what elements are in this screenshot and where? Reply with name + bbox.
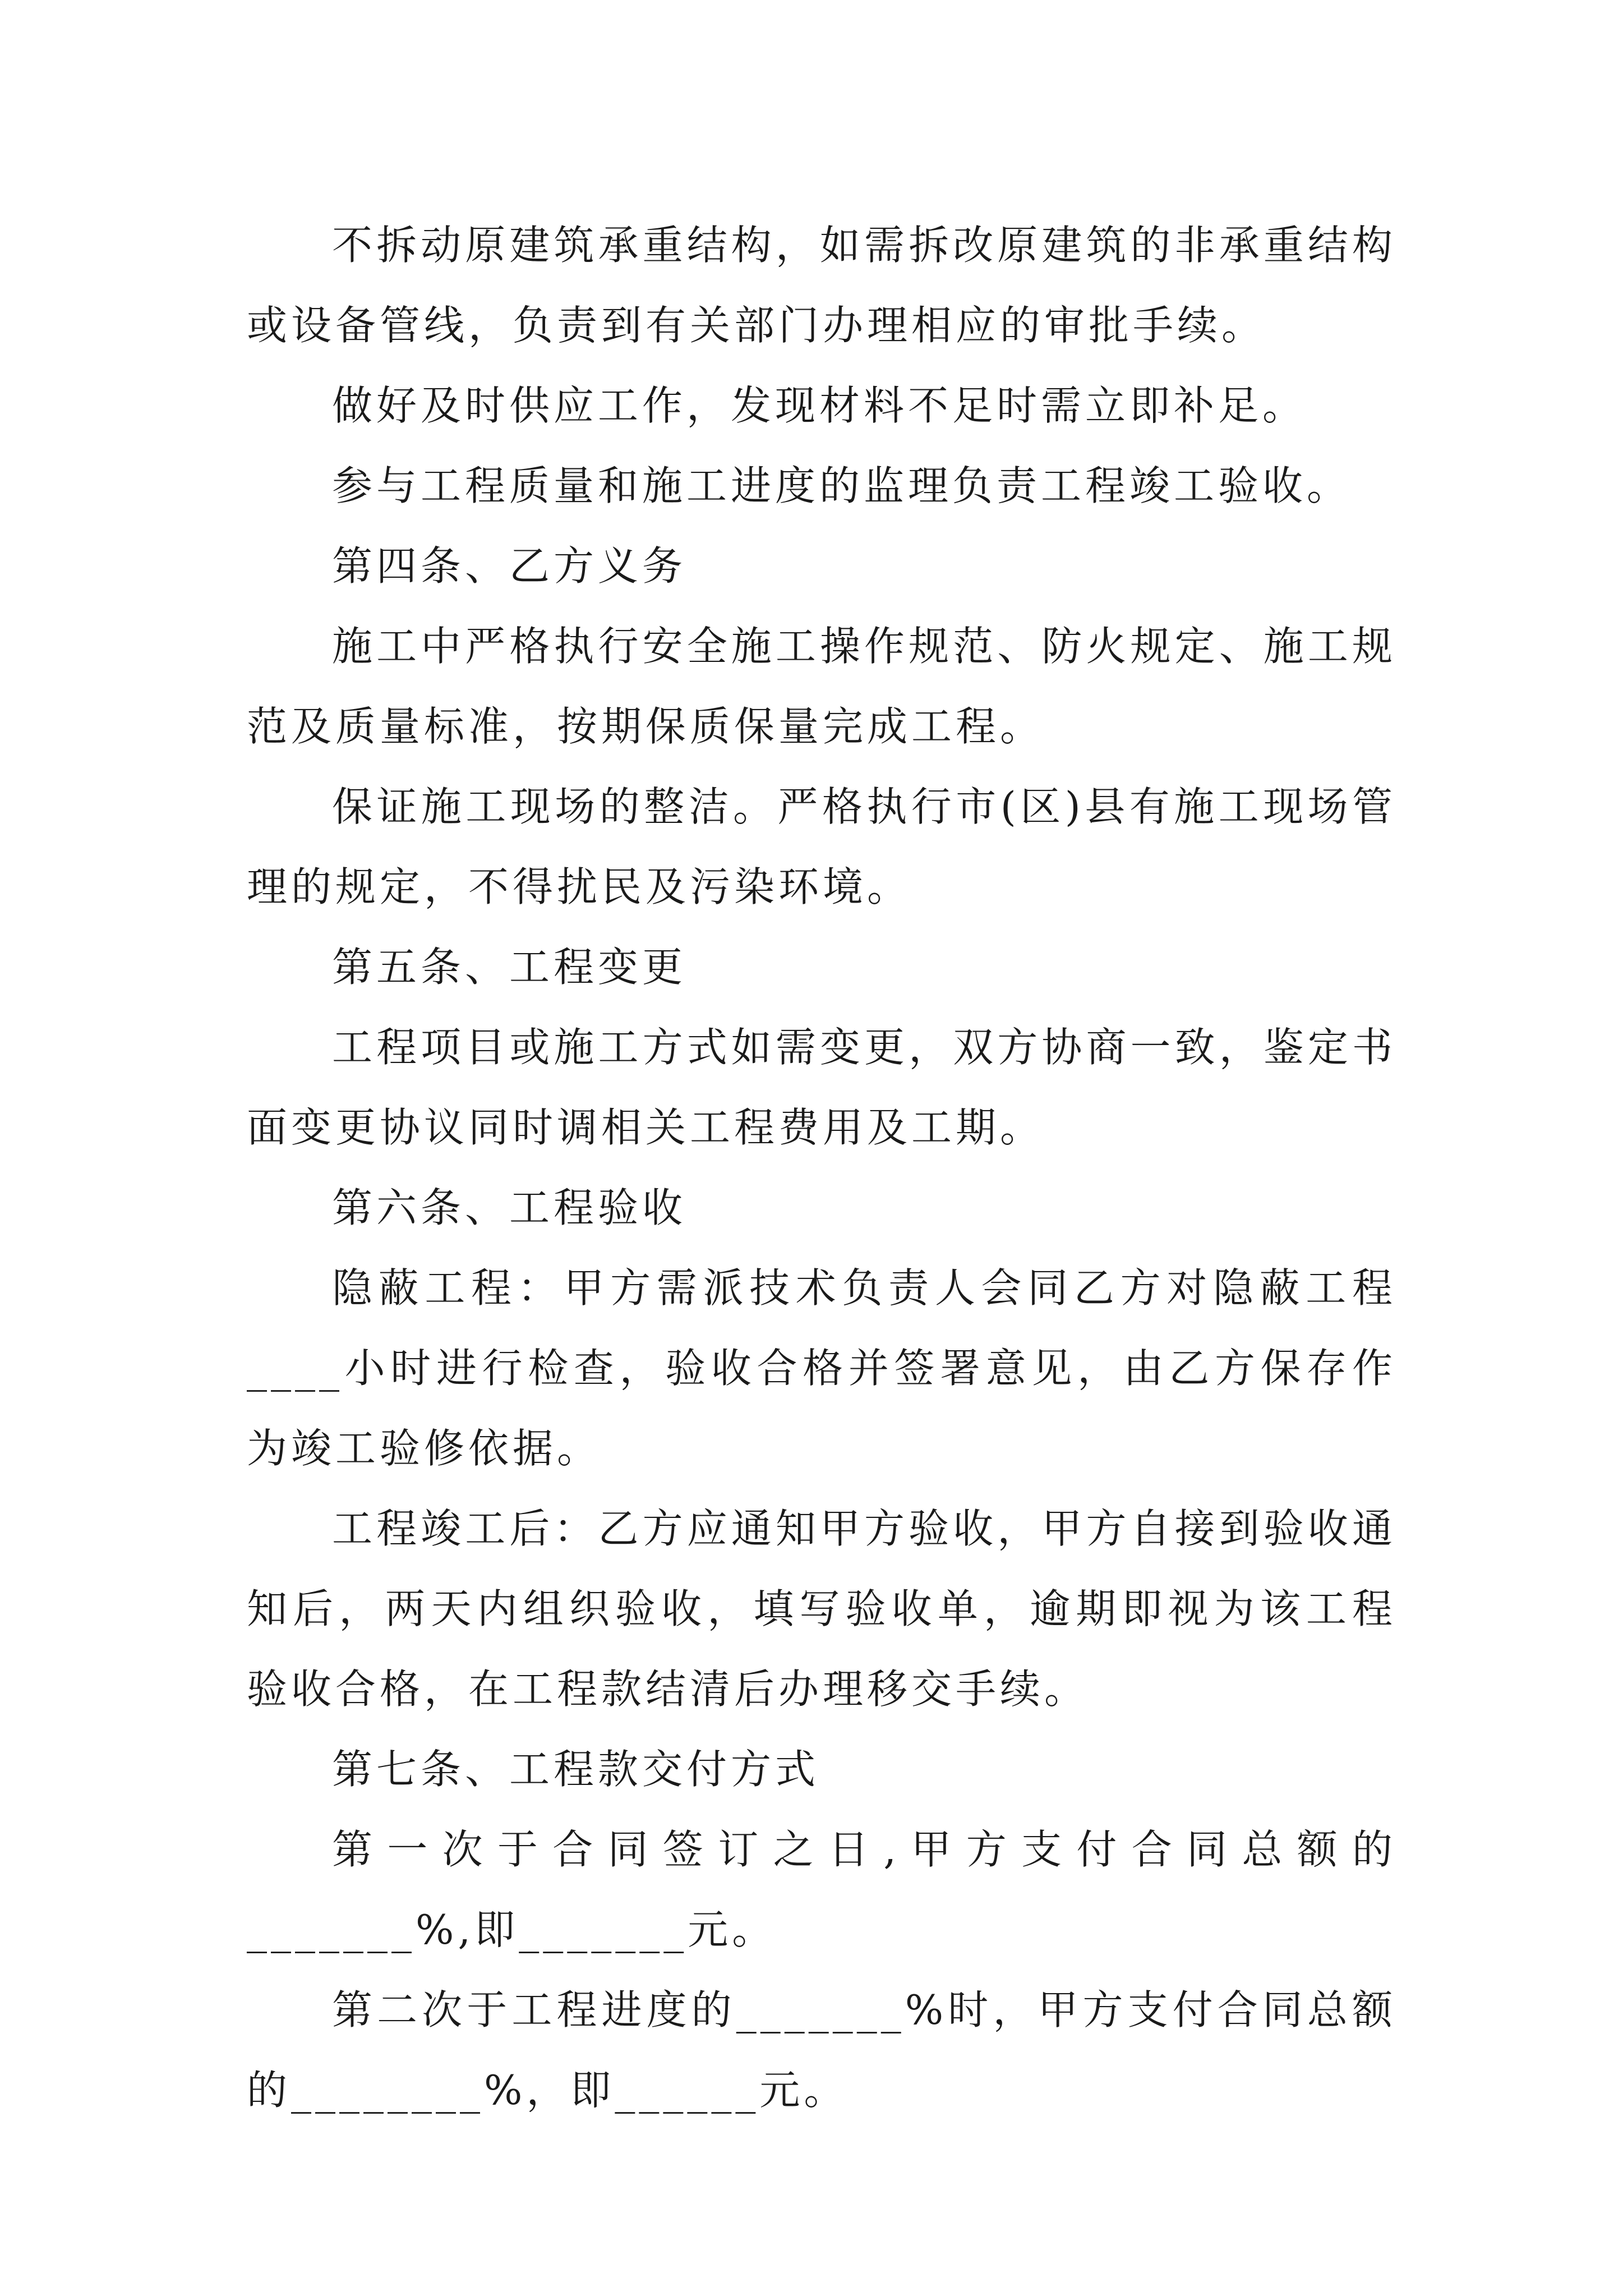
paragraph: 保证施工现场的整洁。严格执行市(区)县有施工现场管理的规定，不得扰民及污染环境。 <box>247 783 1396 910</box>
paragraph: 工程竣工后：乙方应通知甲方验收，甲方自接到验收通知后，两天内组织验收，填写验收单，逾期即视为该工程验收合格，在工程款结清后办理移交手续。 <box>247 1505 1396 1713</box>
section-heading: 第四条、乙方义务 <box>332 542 687 590</box>
paragraph: 第一次于合同签订之日,甲方支付合同总额的_______%,即_______元。 <box>247 1826 1396 1953</box>
paragraph: 工程项目或施工方式如需变更，双方协商一致，鉴定书面变更协议同时调相关工程费用及工期。 <box>247 1024 1396 1151</box>
paragraph: 隐蔽工程：甲方需派技术负责人会同乙方对隐蔽工程____小时进行检查，验收合格并签署意见，由乙方保存作为竣工验修依据。 <box>247 1264 1396 1472</box>
paragraph: 不拆动原建筑承重结构，如需拆改原建筑的非承重结构或设备管线，负责到有关部门办理相应的审批手续。 <box>247 222 1396 349</box>
paragraph: 施工中严格执行安全施工操作规范、防火规定、施工规范及质量标准，按期保质保量完成工程。 <box>247 623 1396 750</box>
paragraph: 做好及时供应工作，发现材料不足时需立即补足。 <box>332 382 1307 429</box>
paragraph: 参与工程质量和施工进度的监理负责工程竣工验收。 <box>332 462 1352 509</box>
document-body <box>247 205 1396 2131</box>
section-heading: 第六条、工程验收 <box>332 1184 687 1231</box>
paragraph: 第二次于工程进度的_______%时，甲方支付合同总额的________%，即______元。 <box>247 1986 1396 2114</box>
section-heading: 第五条、工程变更 <box>332 944 687 991</box>
section-heading: 第七条、工程款交付方式 <box>332 1746 820 1793</box>
